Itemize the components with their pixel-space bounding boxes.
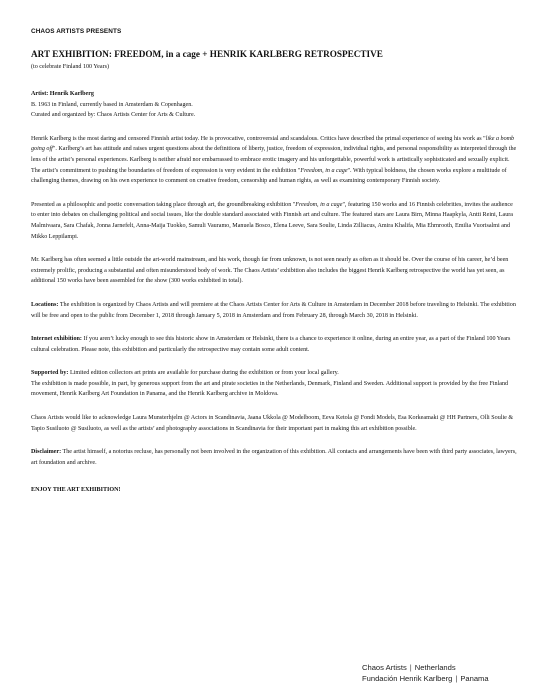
bio-p1-exhibition-title: Freedom, in a cage (300, 167, 348, 174)
bio-p1-quote: like a bomb going off (31, 135, 515, 153)
support-text: Limited edition collectors art prints are available for purchase during the exhibition or from your local gallery. (68, 370, 339, 377)
closing-line: ENJOY THE ART EXHIBITION! (31, 487, 121, 494)
bio-paragraph-3: Mr. Karlberg has often seemed a little outside the art-world mainstream, and his work, though far from unknown, is not seen nearly as often as it should be. Over the course of his career, he’d been extremely prolific, producing a substantial and often misunderstood body of work. The Chaos Artists’ exhibition also includes the biggest Henrik Karlberg retrospective the world has yet seen, as additional 150 works have been assembled for the show (300 works exhibited in total). (31, 257, 509, 285)
footer-place-2: Panama (460, 674, 489, 683)
locations-paragraph (31, 300, 518, 321)
artist-curated: Curated and organized by: Chaos Artists Center for Arts & Culture. (31, 112, 196, 119)
bio-p2-text-a: Presented as a philosophic and poetic conversation taking place through art, the groundbreaking exhibition " (31, 201, 296, 208)
bio-p1-text-a: Henrik Karlberg is the most daring and censored Finnish artist today. He is provocative, controversial and scandalous. Critics have described the primal experience of seeing his work as " (31, 135, 486, 142)
footer-separator-1: | (409, 663, 412, 672)
internet-paragraph (31, 334, 518, 355)
footer-org-2: Fundación Henrik Karlberg (362, 674, 453, 683)
support-paragraph (31, 368, 518, 379)
disclaimer-label: Disclaimer: (31, 449, 62, 456)
bio-paragraph-1 (31, 134, 518, 187)
presenter-line: CHAOS ARTISTS PRESENTS (31, 28, 122, 35)
artist-heading: Artist: Henrik Karlberg (31, 91, 94, 97)
disclaimer-text: The artist himself, a notorius recluse, has personally not been involved in the organization of this exhibition. All contacts and arrangements have been with third party associates, lawyers, art foundation and archive. (31, 449, 517, 466)
document-subtitle: (to celebrate Finland 100 Years) (31, 64, 110, 70)
internet-text: If you aren’t lucky enough to see this historic show in Amsterdam or Helsinki, there is a chance to experience it online, during an entire year, as a part of the Finland 100 Years cultural celebration. Please note, this exhibition and particularly the retrospective may contain some adult content. (31, 336, 511, 353)
internet-label: Internet exhibition: (31, 336, 82, 343)
bio-p1-text-b: ". Karlberg’s art has attitude and raises urgent questions about the definitions of liberty, justice, freedom of expression, individual rights, and personal responsibility as interpreted through the lens of the artist’s personal experiences. Karlberg is neither afraid nor embarrassed to embrace erotic imagery and his unforgettable, powerful work is artistically sophisticated and sexually explicit. The artist’s commitment to pushing the boundaries of freedom of expression is very evident in the exhibition " (31, 146, 517, 174)
footer-org-1: Chaos Artists (362, 663, 407, 672)
footer-place-1: Netherlands (414, 663, 456, 672)
document-title: ART EXHIBITION: FREEDOM, in a cage + HENRIK KARLBERG RETROSPECTIVE (31, 49, 383, 59)
acknowledgements-paragraph: Chaos Artists would like to acknowledge Laura Munsterhjelm @ Actors in Scandinavia, Jaana Ukkola @ Modelboom, Eeva Ketola @ Fondi Models, Esa Korkeamaki @ HH Partners, Olli Soulie & Tapio Susiluoto @ Susiluoto, as well as the artists’ and photography associations in Scandinavia for their important part in making this art exhibition possible. (31, 415, 514, 432)
bio-p2-text-b: ", featuring 150 works and 16 Finnish celebrities, invites the audience to enter into debates on challenging political and social issues, like the double standard associated with Finnish art and culture. The featured stars are Laura Birn, Minna Haapkyla, Antti Reini, Laura Malmivaara, Sara Chafak, Jonna Jarnefelt, Anna-Maija Tuokko, Samuli Vauramo, Manuela Bosco, Elena Leeve, Sara Soulie, Linda Zilliacus, Amira Khalifa, Mia Ehrnrooth, Emilia Vuorisalmi and Mikko Leppilampi. (31, 201, 514, 240)
bio-p1-text-c: ". With typical boldness, the chosen works explore a multitude of challenging themes, drawing on his own experience to comment on creative freedom, censorship and human rights, as well as examining contemporary Finnish society. (31, 167, 507, 185)
footer-separator-2: | (455, 674, 458, 683)
footer-line-2 (362, 673, 489, 684)
support-paragraph-2: The exhibition is made possible, in part, by generous support from the art and pirate societies in the Netherlands, Denmark, Finland and Sweden. Additional support is provided by the free Finland movement, Henrik Karlberg Art Foundation in Panama, and the Henrik Karlberg archive in Moldova. (31, 380, 509, 398)
disclaimer-paragraph (31, 447, 518, 468)
footer-organizations (362, 662, 489, 684)
footer-line-1 (362, 662, 489, 673)
bio-paragraph-2 (31, 200, 518, 242)
locations-label: Locations: (31, 301, 59, 308)
bio-p2-exhibition-title: Freedom, in a cage (295, 201, 343, 208)
artist-born: B. 1963 in Finland, currently based in Amsterdam & Copenhagen. (31, 101, 193, 108)
support-label: Supported by: (31, 370, 69, 377)
locations-text: The exhibition is organized by Chaos Artists and will premiere at the Chaos Artists Center for Arts & Culture in Amsterdam in December 2018 before traveling to Helsinki. The exhibition will be free and open to the public from December 1, 2018 through January 5, 2018 in Amsterdam and from February 28, through March 30, 2018 in Helsinki. (31, 301, 516, 319)
